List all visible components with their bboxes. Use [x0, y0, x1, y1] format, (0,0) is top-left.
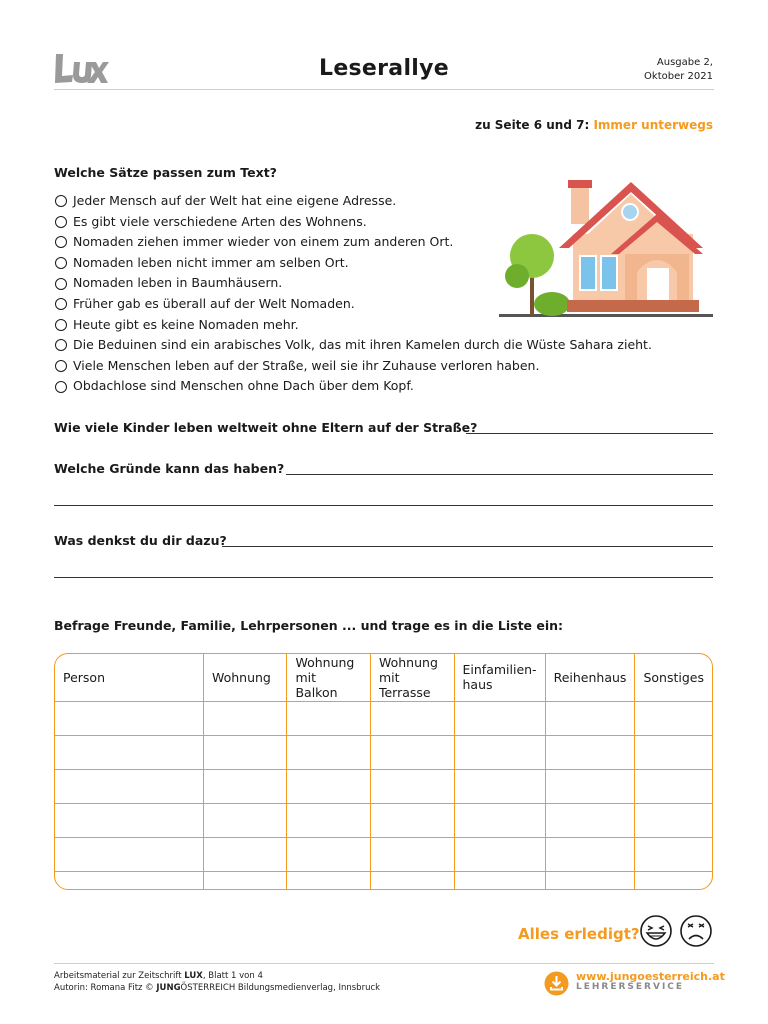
- table-cell[interactable]: [203, 735, 287, 769]
- table-cell[interactable]: [203, 804, 287, 838]
- table-cell[interactable]: [55, 735, 203, 769]
- table-cell[interactable]: [545, 872, 635, 889]
- table-cell[interactable]: [454, 735, 545, 769]
- column-header: Person: [55, 654, 203, 701]
- table-cell[interactable]: [545, 735, 635, 769]
- footer-credits: [54, 970, 380, 994]
- brand-service: LEHRERSERVICE: [576, 982, 685, 992]
- table-cell[interactable]: [545, 838, 635, 872]
- statement-text: Viele Menschen leben auf der Straße, weil sie ihr Zuhause verloren haben.: [73, 357, 540, 373]
- table-cell[interactable]: [635, 735, 712, 769]
- download-icon: [544, 971, 569, 996]
- statement-text: Heute gibt es keine Nomaden mehr.: [73, 316, 299, 332]
- table-cell[interactable]: [545, 701, 635, 735]
- table-cell[interactable]: [287, 769, 371, 803]
- column-header: Sonstiges: [635, 654, 712, 701]
- table-cell[interactable]: [370, 735, 454, 769]
- table-cell[interactable]: [287, 735, 371, 769]
- table-cell[interactable]: [545, 804, 635, 838]
- answer-line[interactable]: [222, 546, 713, 547]
- answer-line[interactable]: [54, 577, 713, 578]
- checkbox-circle[interactable]: [55, 257, 67, 269]
- checkbox-circle[interactable]: [55, 319, 67, 331]
- statement-text: Es gibt viele verschiedene Arten des Wohnens.: [73, 213, 367, 229]
- table-header-row: [55, 654, 712, 701]
- statement-text: Obdachlose sind Menschen ohne Dach über dem Kopf.: [73, 378, 414, 394]
- question-children-street: Wie viele Kinder leben weltweit ohne Eltern auf der Straße?: [54, 420, 478, 435]
- column-header: Reihenhaus: [545, 654, 635, 701]
- table-row: [55, 701, 712, 735]
- table-cell[interactable]: [454, 872, 545, 889]
- table-row: [55, 769, 712, 803]
- statement-item[interactable]: [55, 376, 695, 397]
- table-cell[interactable]: [203, 872, 287, 889]
- footer-divider: [54, 963, 714, 964]
- table-cell[interactable]: [454, 701, 545, 735]
- table-cell[interactable]: [635, 838, 712, 872]
- done-prompt: Alles erledigt?: [518, 925, 640, 943]
- section-question: Welche Sätze passen zum Text?: [54, 165, 277, 180]
- table-cell[interactable]: [203, 769, 287, 803]
- statement-text: Die Beduinen sind ein arabisches Volk, das mit ihren Kamelen durch die Wüste Sahara zieht.: [73, 337, 652, 353]
- issue-line-1: Ausgabe 2,: [656, 57, 713, 68]
- page-title: Leserallye: [319, 56, 449, 81]
- table-row: [55, 838, 712, 872]
- jungoesterreich-brand[interactable]: [544, 970, 725, 996]
- checkbox-circle[interactable]: [55, 381, 67, 393]
- statement-text: Nomaden leben in Baumhäusern.: [73, 275, 283, 291]
- table-cell[interactable]: [635, 701, 712, 735]
- question-opinion: Was denkst du dir dazu?: [54, 533, 227, 548]
- statement-item[interactable]: [55, 356, 695, 377]
- issue-info: [644, 56, 713, 84]
- checkbox-circle[interactable]: [55, 195, 67, 207]
- statement-text: Nomaden ziehen immer wieder von einem zum anderen Ort.: [73, 234, 454, 250]
- header-divider: [54, 89, 714, 90]
- table-cell[interactable]: [55, 872, 203, 889]
- page-reference: [475, 118, 713, 132]
- table-cell[interactable]: [55, 804, 203, 838]
- laughing-face-icon[interactable]: [639, 914, 673, 948]
- answer-line[interactable]: [466, 433, 713, 434]
- table-cell[interactable]: [454, 769, 545, 803]
- column-header: Wohnung mit Terrasse: [370, 654, 454, 701]
- table-cell[interactable]: [370, 838, 454, 872]
- checkbox-circle[interactable]: [55, 339, 67, 351]
- table-cell[interactable]: [55, 701, 203, 735]
- table-cell[interactable]: [203, 701, 287, 735]
- table-cell[interactable]: [370, 804, 454, 838]
- page-reference-prefix: zu Seite 6 und 7:: [475, 118, 590, 132]
- statement-text: Früher gab es überall auf der Welt Nomaden.: [73, 295, 355, 311]
- footer-line-1: Arbeitsmaterial zur Zeitschrift LUX, Blatt 1 von 4: [54, 971, 263, 981]
- column-header: Einfamilien- haus: [454, 654, 545, 701]
- table-row: [55, 872, 712, 889]
- answer-line[interactable]: [286, 474, 713, 475]
- table-cell[interactable]: [635, 804, 712, 838]
- issue-line-2: Oktober 2021: [644, 71, 713, 82]
- survey-instruction: Befrage Freunde, Familie, Lehrpersonen ... und trage es in die Liste ein:: [54, 618, 564, 633]
- table-cell[interactable]: [287, 872, 371, 889]
- table-cell[interactable]: [370, 701, 454, 735]
- statement-text: Nomaden leben nicht immer am selben Ort.: [73, 254, 349, 270]
- table-cell[interactable]: [370, 872, 454, 889]
- table-cell[interactable]: [635, 769, 712, 803]
- survey-table: [54, 653, 713, 890]
- table-cell[interactable]: [454, 804, 545, 838]
- brand-url[interactable]: www.jungoesterreich.at: [576, 970, 725, 983]
- table-cell[interactable]: [287, 838, 371, 872]
- table-cell[interactable]: [545, 769, 635, 803]
- column-header: Wohnung mit Balkon: [287, 654, 371, 701]
- frowning-face-icon[interactable]: [679, 914, 713, 948]
- question-reasons: Welche Gründe kann das haben?: [54, 461, 285, 476]
- table-row: [55, 735, 712, 769]
- table-cell[interactable]: [635, 872, 712, 889]
- house-illustration: [497, 176, 715, 322]
- table-cell[interactable]: [287, 804, 371, 838]
- table-cell[interactable]: [55, 838, 203, 872]
- table-row: [55, 804, 712, 838]
- table-cell[interactable]: [287, 701, 371, 735]
- statement-text: Jeder Mensch auf der Welt hat eine eigene Adresse.: [73, 193, 397, 208]
- column-header: Wohnung: [203, 654, 287, 701]
- answer-line[interactable]: [54, 505, 713, 506]
- checkbox-circle[interactable]: [55, 236, 67, 248]
- footer-line-2: Autorin: Romana Fitz © JUNGÖSTERREICH Bildungsmedienverlag, Innsbruck: [54, 983, 381, 993]
- checkbox-circle[interactable]: [55, 216, 67, 228]
- statement-item[interactable]: [55, 335, 695, 356]
- table-cell[interactable]: [55, 769, 203, 803]
- checkbox-circle[interactable]: [55, 360, 67, 372]
- table-cell[interactable]: [454, 838, 545, 872]
- checkbox-circle[interactable]: [55, 298, 67, 310]
- checkbox-circle[interactable]: [55, 278, 67, 290]
- table-cell[interactable]: [203, 838, 287, 872]
- table-cell[interactable]: [370, 769, 454, 803]
- page-reference-topic: Immer unterwegs: [593, 118, 713, 132]
